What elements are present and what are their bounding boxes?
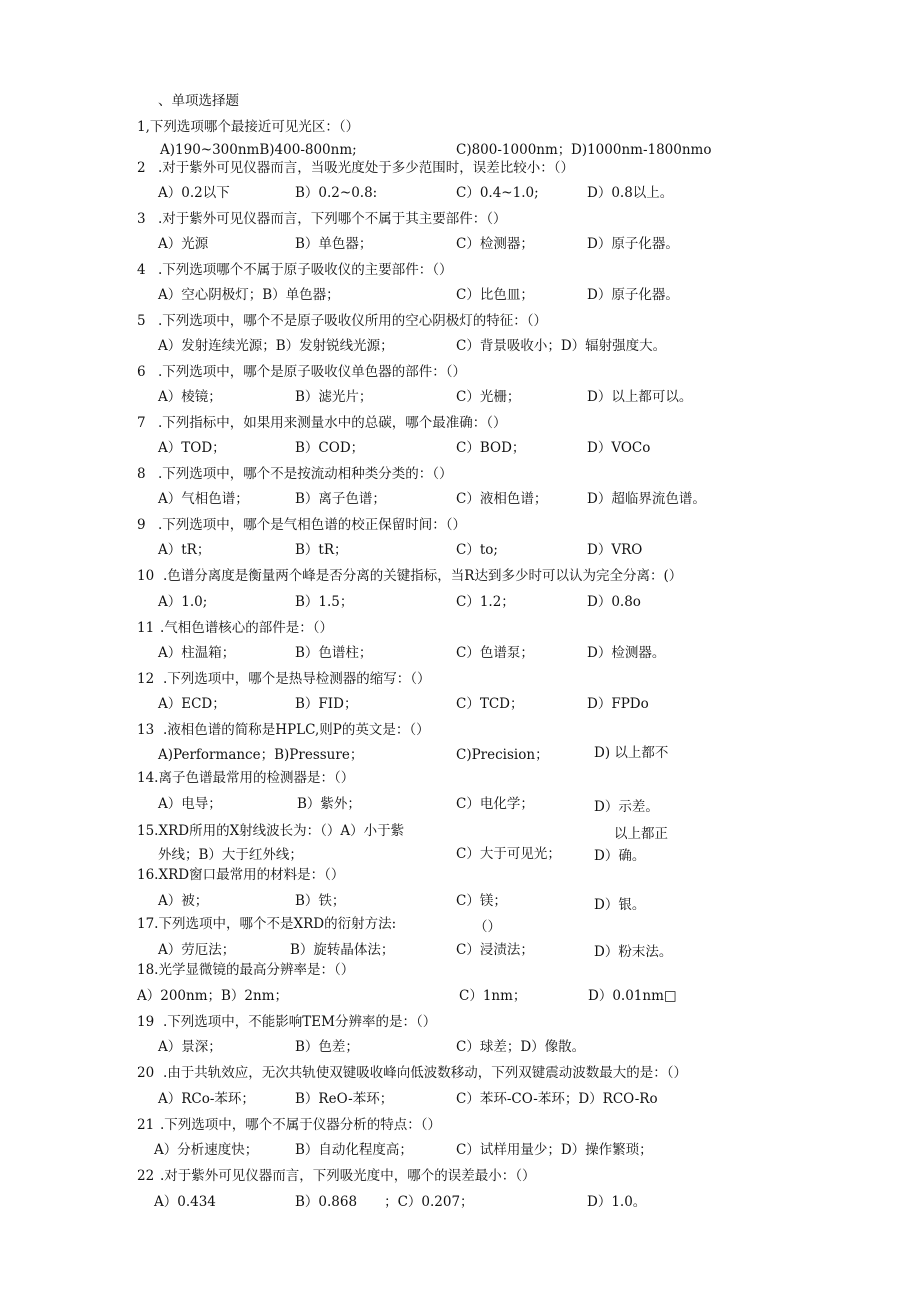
question-3-option-a: A）光源 — [158, 236, 209, 252]
question-2-option-a: A）0.2以下 — [158, 185, 230, 201]
question-3-option-b: B）单色器； — [295, 236, 373, 252]
question-21-number: 21 — [137, 1117, 155, 1133]
question-8-option-a: A）气相色谱； — [158, 491, 249, 507]
question-5-number: 5 — [137, 313, 146, 329]
question-16-option-a: A）被； — [158, 893, 209, 909]
question-22-option-d: D）1.0。 — [587, 1194, 647, 1210]
question-1-option-c: C)800-1000nm； — [456, 142, 572, 158]
question-14-option-d: D）示差。 — [594, 799, 659, 815]
question-19-option-a: A）景深； — [158, 1039, 222, 1055]
question-9-option-c: C）to; — [456, 542, 498, 558]
question-6-text: .下列选项中，哪个是原子吸收仪单色器的部件：（） — [158, 364, 467, 380]
question-2-option-c: C）0.4~1.0; — [456, 185, 539, 201]
question-7-number: 7 — [137, 415, 146, 431]
question-11-option-c: C）色谱泵； — [456, 645, 534, 661]
question-16-option-c: C）镁； — [456, 893, 507, 909]
question-19-option-b: B）色差； — [295, 1039, 359, 1055]
question-19-number: 19 — [137, 1014, 155, 1030]
question-17-option-c: C）浸渍法； — [456, 942, 534, 958]
question-18-option-c: C）1nm； — [459, 988, 527, 1004]
question-14-text: 14.离子色谱最常用的检测器是：（） — [137, 770, 355, 786]
question-9-text: .下列选项中，哪个是气相色谱的校正保留时间：（） — [158, 517, 467, 533]
question-6-option-d: D）以上都可以。 — [587, 389, 693, 405]
question-10-option-a: A）1.0; — [158, 594, 208, 610]
question-6-option-b: B）滤光片； — [295, 389, 373, 405]
question-15-text-line2: 外线；B）大于红外线； — [158, 847, 303, 863]
question-11-option-b: B）色谱柱； — [295, 645, 373, 661]
question-10-option-b: B）1.5； — [295, 594, 354, 610]
question-16-text: 16.XRD窗口最常用的材料是：（） — [137, 867, 345, 883]
question-9-number: 9 — [137, 517, 146, 533]
question-7-text: .下列指标中，如果用来测量水中的总碳，哪个最准确：（） — [158, 415, 507, 431]
question-19-text: .下列选项中，不能影响TEM分辨率的是：（） — [163, 1014, 437, 1030]
question-13-option-c: C)Precision； — [456, 747, 549, 763]
question-9-option-a: A）tR； — [158, 542, 211, 558]
question-12-option-a: A）ECD； — [158, 696, 226, 712]
question-15-text: 15.XRD所用的X射线波长为：（）A）小于紫 — [137, 823, 405, 839]
question-22-option-a: A）0.434 — [154, 1194, 216, 1210]
question-15-option-c: C）大于可见光； — [456, 846, 561, 862]
question-18-text: 18.光学显微镜的最高分辨率是：（） — [137, 962, 355, 978]
question-4-option-ab: A）空心阴极灯；B）单色器； — [158, 287, 340, 303]
question-10-text: .色谱分离度是衡量两个峰是否分离的关键指标，当R达到多少时可以认为完全分离：(） — [163, 568, 683, 584]
question-7-option-d: D）VOCo — [587, 440, 651, 456]
question-8-text: .下列选项中，哪个不是按流动相种类分类的：（） — [158, 466, 453, 482]
question-6-option-c: C）光栅； — [456, 389, 521, 405]
question-15-option-d-line2: D）确。 — [594, 848, 646, 864]
question-20-option-cd: C）苯环-CO-苯环；D）RCO-Ro — [456, 1091, 658, 1107]
question-7-option-a: A）TOD； — [158, 440, 226, 456]
question-9-option-b: B）tR； — [295, 542, 348, 558]
question-19-option-cd: C）球差；D）像散。 — [456, 1039, 586, 1055]
question-11-option-d: D）检测器。 — [587, 645, 666, 661]
question-2-text: .对于紫外可见仪器而言，当吸光度处于多少范围时，误差比较小：（） — [158, 160, 575, 176]
question-18-option-d: D）0.01nm□ — [588, 988, 677, 1004]
question-8-option-b: B）离子色谱； — [295, 491, 386, 507]
question-12-text: .下列选项中，哪个是热导检测器的缩写：（） — [163, 671, 431, 687]
question-9-option-d: D）VRO — [587, 542, 643, 558]
question-6-option-a: A）棱镜； — [158, 389, 222, 405]
question-8-option-d: D）超临界流色谱。 — [587, 491, 706, 507]
question-21-option-cd: C）试样用量少；D）操作繁琐； — [456, 1142, 653, 1158]
question-22-option-bc: B）0.868 ；C）0.207； — [295, 1194, 474, 1210]
question-5-text: .下列选项中，哪个不是原子吸收仪所用的空心阴极灯的特征：（） — [158, 313, 548, 329]
question-2-number: 2 — [137, 160, 146, 176]
question-11-number: 11 — [137, 620, 155, 636]
question-5-option-ab: A）发射连续光源；B）发射锐线光源； — [158, 338, 394, 354]
question-1-text: 1,下列选项哪个最接近可见光区：（） — [137, 119, 360, 135]
question-20-option-a: A）RCo-苯环； — [158, 1091, 255, 1107]
question-16-option-d: D）银。 — [594, 897, 646, 913]
question-13-option-ab: A)Performance；B)Pressure； — [158, 747, 364, 763]
question-14-option-b: B）紫外； — [297, 796, 361, 812]
question-15-option-d-line1: 以上都正 — [614, 826, 668, 842]
question-13-number: 13 — [137, 722, 155, 738]
question-1-option-d: D)1000nm-1800nmo — [571, 142, 712, 158]
question-21-text: .下列选项中，哪个不属于仪器分析的特点：（） — [160, 1117, 442, 1133]
question-5-option-cd: C）背景吸收小；D）辐射强度大。 — [456, 338, 667, 354]
question-13-option-d: D) 以上都不 — [594, 745, 669, 761]
question-7-option-b: B）COD； — [295, 440, 365, 456]
question-4-number: 4 — [137, 262, 146, 278]
question-13-text: .液相色谱的简称是HPLC,则P的英文是：（） — [163, 722, 430, 738]
question-17-option-b: B）旋转晶体法； — [290, 942, 395, 958]
question-6-number: 6 — [137, 364, 146, 380]
question-21-option-b: B）自动化程度高； — [295, 1142, 413, 1158]
question-22-text: .对于紫外可见仪器而言，下列吸光度中，哪个的误差最小：（） — [160, 1168, 536, 1184]
question-7-option-c: C）BOD； — [456, 440, 526, 456]
question-17-option-d: D）粉末法。 — [594, 944, 673, 960]
question-11-text: .气相色谱核心的部件是：（） — [160, 620, 334, 636]
question-11-option-a: A）柱温箱； — [158, 645, 236, 661]
question-14-option-c: C）电化学； — [456, 796, 534, 812]
question-12-number: 12 — [137, 671, 155, 687]
question-8-number: 8 — [137, 466, 146, 482]
question-4-text: .下列选项哪个不属于原子吸收仪的主要部件：（） — [158, 262, 453, 278]
section-title: 、单项选择题 — [158, 93, 239, 109]
question-4-option-d: D）原子化器。 — [587, 287, 679, 303]
question-21-option-a: A）分析速度快； — [154, 1142, 259, 1158]
question-16-option-b: B）铁； — [295, 893, 346, 909]
question-3-text: .对于紫外可见仪器而言，下列哪个不属于其主要部件：（） — [158, 211, 507, 227]
question-3-option-d: D）原子化器。 — [587, 236, 679, 252]
question-10-option-c: C）1.2； — [456, 594, 515, 610]
question-18-option-ab: A）200nm；B）2nm； — [137, 988, 289, 1004]
question-20-text: .由于共轨效应，无次共轨使双键吸收峰向低波数移动，下列双键震动波数最大的是：（） — [163, 1065, 688, 1081]
question-10-number: 10 — [137, 568, 155, 584]
question-1-option-ab: A)190~300nmB)400-800nm; — [160, 142, 357, 158]
question-3-option-c: C）检测器； — [456, 236, 534, 252]
question-12-option-b: B）FID； — [295, 696, 358, 712]
question-20-option-b: B）ReO-苯环； — [295, 1091, 394, 1107]
question-2-option-b: B）0.2~0.8: — [295, 185, 378, 201]
question-3-number: 3 — [137, 211, 146, 227]
question-8-option-c: C）液相色谱； — [456, 491, 548, 507]
question-20-number: 20 — [137, 1065, 155, 1081]
question-14-option-a: A）电导； — [158, 796, 222, 812]
question-10-option-d: D）0.8o — [587, 594, 641, 610]
question-12-option-c: C）TCD； — [456, 696, 524, 712]
question-12-option-d: D）FPDo — [587, 696, 649, 712]
question-17-text: 17.下列选项中，哪个不是XRD的衍射方法: — [137, 916, 397, 932]
question-2-option-d: D）0.8以上。 — [587, 185, 674, 201]
question-22-number: 22 — [137, 1168, 155, 1184]
question-17-option-a: A）劳厄法； — [158, 942, 236, 958]
question-17-paren: （） — [474, 919, 501, 935]
question-4-option-c: C）比色皿； — [456, 287, 534, 303]
